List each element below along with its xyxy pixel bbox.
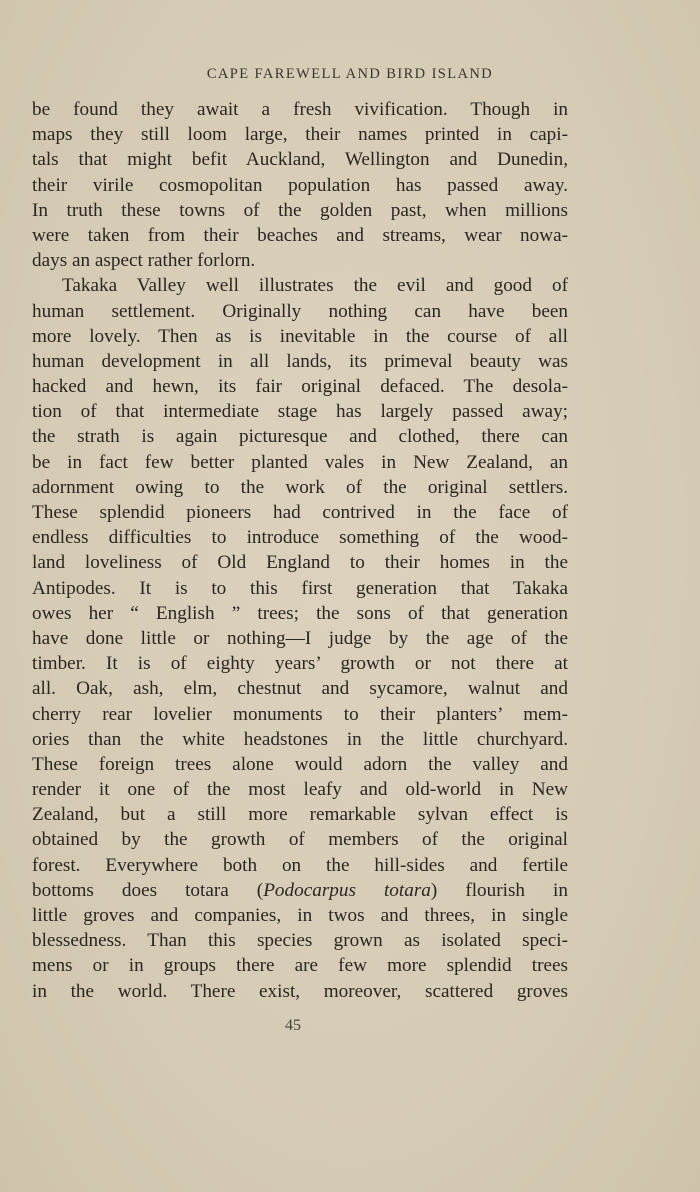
text-line: endless difficulties to introduce something of the wood-: [32, 527, 568, 549]
text-line: owes her “ English ” trees; the sons of that generation: [32, 602, 568, 624]
text-line: Zealand, but a still more remarkable sylvan effect is: [32, 804, 568, 826]
text-line: be found they await a fresh vivification. Though in: [32, 99, 568, 120]
text-line: were taken from their beaches and streams, wear nowa-: [32, 224, 568, 246]
text-line: days an aspect rather forlorn.: [32, 250, 256, 272]
text-line: hacked and hewn, its fair original defaced. The desola-: [32, 376, 568, 398]
text-line: tion of that intermediate stage has largely passed away;: [32, 401, 568, 423]
text-line: ories than the white headstones in the little churchyard.: [32, 728, 568, 750]
text-line-italic-species: bottoms does totara (Podocarpus totara) flourish in: [32, 879, 568, 901]
body-text: [32, 97, 568, 1004]
text-line: cherry rear lovelier monuments to their planters’ mem-: [32, 703, 568, 725]
text-line: Antipodes. It is to this first generation that Takaka: [32, 577, 568, 599]
species-name: Podocarpus totara: [263, 879, 431, 901]
text-line: obtained by the growth of members of the original: [32, 829, 568, 851]
text-line: forest. Everywhere both on the hill-sides and fertile: [32, 854, 568, 876]
text-line: human settlement. Originally nothing can have been: [32, 300, 568, 322]
text-line: tals that might befit Auckland, Wellington and Dunedin,: [32, 149, 568, 171]
text-line: their virile cosmopolitan population has passed away.: [32, 174, 568, 196]
text-line: timber. It is of eighty years’ growth or not there at: [32, 653, 568, 675]
text-line: maps they still loom large, their names printed in capi-: [32, 124, 568, 146]
text-line: little groves and companies, in twos and threes, in single: [32, 905, 568, 926]
text-line: the strath is again picturesque and clothed, there can: [32, 426, 568, 448]
text-line: blessedness. Than this species grown as isolated speci-: [32, 930, 568, 952]
running-head: CAPE FAREWELL AND BIRD ISLAND: [206, 66, 494, 82]
text-line: render it one of the most leafy and old-world in New: [32, 779, 568, 801]
text-line: In truth these towns of the golden past, when millions: [32, 199, 568, 221]
text-line: These splendid pioneers had contrived in the face of: [32, 502, 568, 523]
page-number: 45: [285, 1017, 301, 1034]
text-line: more lovely. Then as is inevitable in the course of all: [32, 325, 568, 347]
text-line: adornment owing to the work of the original settlers.: [32, 476, 568, 498]
text-line: in the world. There exist, moreover, scattered groves: [32, 980, 568, 1002]
text-line: all. Oak, ash, elm, chestnut and sycamore, walnut and: [32, 678, 568, 700]
text-line: human development in all lands, its primeval beauty was: [32, 350, 568, 372]
text-line: mens or in groups there are few more splendid trees: [32, 955, 568, 977]
text-line: be in fact few better planted vales in New Zealand, an: [32, 451, 568, 473]
text-line: These foreign trees alone would adorn the valley and: [32, 753, 568, 775]
text-line: have done little or nothing—I judge by the age of the: [32, 627, 568, 649]
text-line: land loveliness of Old England to their homes in the: [32, 552, 568, 574]
text-line: Takaka Valley well illustrates the evil and good of: [62, 275, 568, 297]
